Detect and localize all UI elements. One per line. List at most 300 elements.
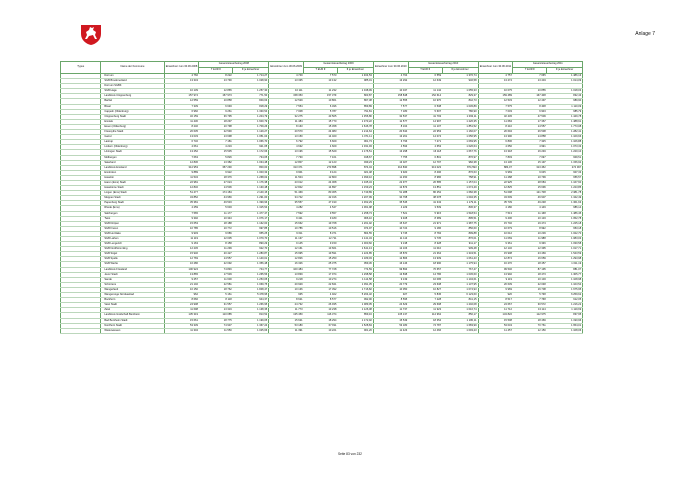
value-cell: 8 118 [199, 298, 233, 303]
value-cell: 12 807 [269, 160, 304, 165]
value-cell: 1 641,13 [337, 247, 373, 252]
value-cell: 53 043 [478, 323, 513, 328]
value-cell: 1 449,78 [547, 114, 583, 119]
value-cell: 76 657 [408, 267, 442, 272]
value-cell: 1 226,35 [442, 119, 478, 124]
value-cell: 1 220,10 [547, 150, 583, 155]
value-cell: 10 047 [373, 89, 408, 94]
value-cell: 1 175,94 [442, 262, 478, 267]
municipality-name-cell: SGB Spelle [101, 257, 164, 262]
value-cell: 7 730 [269, 155, 304, 160]
value-cell: 1 189,03 [337, 257, 373, 262]
value-cell: 157 973 [199, 94, 233, 99]
value-cell: 14 506 [199, 186, 233, 191]
value-cell: 26 538 [513, 130, 547, 135]
value-cell: 12 797 [408, 160, 442, 165]
value-cell: 20 694 [478, 130, 513, 135]
value-cell: 174 184 [199, 191, 233, 196]
value-cell: 1 089,05 [337, 303, 373, 308]
value-cell: 11 712 [478, 308, 513, 313]
value-cell: 8 371 [304, 231, 338, 236]
value-cell: 8 210 [478, 124, 513, 129]
value-cell: 12 161 [269, 247, 304, 252]
value-cell: 909,48 [442, 247, 478, 252]
value-cell: 21 102 [164, 282, 199, 287]
value-cell: 11 069 [478, 237, 513, 242]
municipality-name-cell: SGB Nordhümmling [101, 247, 164, 252]
value-cell: 13 318 [478, 150, 513, 155]
value-cell: 901,20 [337, 328, 373, 333]
municipality-name-cell: Essen (Oldenburg) [101, 124, 164, 129]
municipality-name-cell: Nordhorn Stadt [101, 323, 164, 328]
value-cell: 1 108,06 [547, 328, 583, 333]
value-cell: 12 533 [478, 99, 513, 104]
municipality-name-cell: Bad Bentheim Stadt [101, 318, 164, 323]
value-cell: 19 591 [304, 252, 338, 257]
value-cell: 14 557 [513, 124, 547, 129]
value-cell: 9 336 [513, 242, 547, 247]
value-cell: 11 923 [408, 308, 442, 313]
value-cell: 1 045,60 [442, 272, 478, 277]
value-cell: 313 452 [513, 165, 547, 170]
value-cell: 876,01 [442, 237, 478, 242]
value-cell: 1 199,05 [233, 318, 269, 323]
value-cell: 34 609 [478, 196, 513, 201]
value-cell: 41 343 [408, 201, 442, 206]
value-cell: 22 925 [478, 180, 513, 185]
value-cell: 8 784 [408, 231, 442, 236]
municipality-name-cell: Molbergen [101, 155, 164, 160]
municipality-name-cell: Lastrup [101, 140, 164, 145]
sub-teur: T EUR € [304, 68, 338, 74]
value-cell: 35 545 [373, 201, 408, 206]
value-cell: 10 050 [373, 287, 408, 292]
municipality-name-cell: Landkreis Emsland [101, 165, 164, 170]
municipality-name-cell: SGB Sögel [101, 252, 164, 257]
value-cell: 9 392 [164, 216, 199, 221]
value-cell: 7 513 [478, 211, 513, 216]
value-cell: 8 389 [408, 216, 442, 221]
value-cell: 10 111 [269, 89, 304, 94]
value-cell: 8 158 [199, 242, 233, 247]
value-cell: 1 106,88 [547, 140, 583, 145]
municipality-name-cell: Löningen Stadt [101, 150, 164, 155]
value-cell: 1 162,00 [233, 221, 269, 226]
value-cell: 4 282 [269, 206, 304, 211]
value-cell: 30 572 [513, 303, 547, 308]
col-ew-2010: Einwohner zum 30.06.2010 [373, 62, 408, 74]
value-cell: 818,29 [233, 104, 269, 109]
col-typ: Typus [61, 62, 101, 74]
value-cell: 1 709,26 [233, 124, 269, 129]
value-cell: 4 661 [164, 145, 199, 150]
table-body [61, 74, 688, 334]
value-cell: 23 638 [408, 282, 442, 287]
value-cell: 1 543,59 [547, 252, 583, 257]
value-cell: 1 076,17 [233, 216, 269, 221]
value-cell: 4 149 [513, 206, 547, 211]
value-cell: 966,10 [337, 216, 373, 221]
value-cell: 992,90 [337, 298, 373, 303]
value-cell: 1 172,66 [233, 150, 269, 155]
municipality-name-cell: Wangerooge Nordseebad [101, 293, 164, 298]
value-cell: 9 257 [164, 277, 199, 282]
value-cell: 849,63 [233, 99, 269, 104]
value-cell: 921,48 [337, 170, 373, 175]
value-cell: 1 486,13 [547, 74, 583, 79]
value-cell: 86 252 [408, 191, 442, 196]
value-cell: 1 018,03 [547, 89, 583, 94]
value-cell: 974,97 [337, 226, 373, 231]
value-cell: 35 381 [164, 201, 199, 206]
value-cell: 27 024 [199, 180, 233, 185]
value-cell: 24 667 [478, 303, 513, 308]
value-cell: 49 248 [513, 201, 547, 206]
value-cell: 10 133 [513, 216, 547, 221]
value-cell: 1 025,66 [233, 328, 269, 333]
value-cell: 1 069,75 [233, 282, 269, 287]
value-cell: 7 181 [199, 140, 233, 145]
value-cell: 13 298 [373, 150, 408, 155]
value-cell: 12 559 [164, 99, 199, 104]
value-cell: 1 157,04 [442, 180, 478, 185]
value-cell: 18 354 [408, 318, 442, 323]
value-cell: 8 246 [164, 124, 199, 129]
page-number: Seite 83 von 232 [338, 452, 362, 456]
value-cell: 13 136 [478, 160, 513, 165]
value-cell: 110 085 [199, 313, 233, 318]
value-cell: 20 634 [373, 130, 408, 135]
table-header-row [61, 62, 688, 68]
value-cell: 7 577 [373, 104, 408, 109]
value-cell: 836,37 [442, 206, 478, 211]
value-cell: 1 022,70 [547, 231, 583, 236]
value-cell: 6 960 [164, 109, 199, 114]
value-cell: 1 093,23 [442, 328, 478, 333]
value-cell: 874,593 [442, 165, 478, 170]
value-cell: 1 180,11 [442, 318, 478, 323]
value-cell: 1 342,49 [547, 196, 583, 201]
value-cell: 876,63 [442, 170, 478, 175]
value-cell: 1 017,71 [547, 247, 583, 252]
value-cell: 876,97 [442, 155, 478, 160]
value-cell: 10 970 [408, 99, 442, 104]
value-cell: 15 621 [269, 318, 304, 323]
value-cell: 13 404 [513, 79, 547, 84]
value-cell: 152 614 [408, 94, 442, 99]
sub-pro-ew: € je Einwohner [442, 68, 478, 74]
municipality-name-cell: Bösel [101, 104, 164, 109]
value-cell: 10 858 [199, 99, 233, 104]
value-cell: 16 146 [373, 262, 408, 267]
value-cell: 12 123 [304, 160, 338, 165]
municipality-name-cell: Landkreis Friesland [101, 267, 164, 272]
value-cell: 899,88 [442, 231, 478, 236]
value-cell: 13 335 [269, 79, 304, 84]
municipality-name-cell: Varel Stadt [101, 303, 164, 308]
value-cell: 6 801 [408, 155, 442, 160]
value-cell: 6 693 [199, 104, 233, 109]
value-cell: 42 016 [304, 196, 338, 201]
municipality-name-cell: Barßel [101, 99, 164, 104]
value-cell: 44 966 [199, 196, 233, 201]
value-cell: 1 266,95 [233, 303, 269, 308]
value-cell: 1 214,64 [337, 130, 373, 135]
value-cell: 15 995 [269, 252, 304, 257]
value-cell: 13 027 [373, 160, 408, 165]
value-cell: 8 666 [164, 298, 199, 303]
value-cell: 1 034,48 [233, 160, 269, 165]
value-cell: 41 793 [408, 114, 442, 119]
value-cell: 13 838 [373, 272, 408, 277]
value-cell: 12 825 [478, 186, 513, 191]
value-cell: 1 291,00 [233, 196, 269, 201]
value-cell: 10 785 [164, 226, 199, 231]
value-cell: 946,58 [442, 79, 478, 84]
value-cell: 10 075 [478, 89, 513, 94]
value-cell: 985,01 [337, 79, 373, 84]
value-cell: 10 239 [513, 231, 547, 236]
value-cell: 17 392 [304, 287, 338, 292]
attachment-label: Anlage 7 [635, 31, 655, 37]
value-cell: 997,85 [233, 226, 269, 231]
value-cell: 912,05 [547, 298, 583, 303]
value-cell: 1 225,18 [547, 221, 583, 226]
municipality-name-cell: Haren (Ems) Stadt [101, 180, 164, 185]
value-cell: 859,16 [337, 313, 373, 318]
value-cell: 1 179,11 [442, 201, 478, 206]
value-cell: 12 466 [408, 328, 442, 333]
value-cell: 9 124 [304, 170, 338, 175]
value-cell: 74 787 [408, 323, 442, 328]
value-cell: 11 137 [269, 237, 304, 242]
value-cell: 1 298,58 [337, 272, 373, 277]
value-cell: 32 275 [269, 114, 304, 119]
value-cell: 274 097 [547, 165, 583, 170]
value-cell: 10 855 [513, 89, 547, 94]
value-cell: 1 528,84 [337, 323, 373, 328]
value-cell: 10 139 [164, 89, 199, 94]
value-cell: 1 140,01 [233, 257, 269, 262]
municipality-name-cell: SGB Freren [101, 226, 164, 231]
value-cell: 7 521 [373, 211, 408, 216]
value-cell: 8 992 [513, 226, 547, 231]
value-cell: 10 221 [304, 328, 338, 333]
col-ew-2011: Einwohner zum 30.06.2011 [478, 62, 513, 74]
lower-saxony-horse-crest-icon [79, 22, 103, 46]
value-cell: 21 971 [408, 221, 442, 226]
sub-pro-ew: € je Einwohner [547, 68, 583, 74]
typ-cell [61, 328, 101, 333]
value-cell: 4 991 [513, 145, 547, 150]
value-cell: 314 953 [164, 165, 199, 170]
value-cell: 26 585 [408, 180, 442, 185]
value-cell: 7 339 [164, 104, 199, 109]
value-cell: 890,29 [233, 242, 269, 247]
value-cell: 9 408 [373, 216, 408, 221]
value-cell: 7 101 [304, 155, 338, 160]
value-cell: 12 836 [164, 160, 199, 165]
value-cell: 22 581 [199, 282, 233, 287]
value-cell: 7 554 [269, 104, 304, 109]
value-cell: 8 328 [408, 242, 442, 247]
value-cell: 1 848,47 [233, 287, 269, 292]
value-cell: 7 565 [164, 211, 199, 216]
value-cell: 771,50 [233, 94, 269, 99]
value-cell: 1 464,53 [337, 74, 373, 79]
value-cell: 74 937 [199, 323, 233, 328]
value-cell: 961,73 [337, 140, 373, 145]
municipality-name-cell: Rhede (Ems) [101, 206, 164, 211]
value-cell: 10 103 [513, 277, 547, 282]
value-cell: 12 769 [164, 257, 199, 262]
value-cell: 16 659 [513, 257, 547, 262]
value-cell: 19 474 [513, 221, 547, 226]
value-cell: 15 908 [478, 252, 513, 257]
value-cell: 22 953 [408, 130, 442, 135]
value-cell: 1 223,85 [547, 186, 583, 191]
value-cell: 8 595 [373, 298, 408, 303]
value-cell: 4 653 [408, 145, 442, 150]
value-cell: 18 376 [199, 175, 233, 180]
value-cell: 2 381,78 [547, 191, 583, 196]
value-cell: 13 292 [373, 79, 408, 84]
value-cell: 51 477 [164, 191, 199, 196]
value-cell: 11 010 [408, 247, 442, 252]
value-cell: 1 114,58 [337, 277, 373, 282]
value-cell: 10 150 [164, 287, 199, 292]
value-cell: 1 069,95 [442, 140, 478, 145]
value-cell: 11 430 [164, 119, 199, 124]
value-cell: 15 535 [199, 150, 233, 155]
value-cell: 9 901 [269, 170, 304, 175]
value-cell: 9 119 [478, 277, 513, 282]
value-cell: 4 764 [373, 74, 408, 79]
value-cell: 12 395 [513, 247, 547, 252]
value-cell: 6 609 [304, 140, 338, 145]
value-cell: 11 391 [269, 328, 304, 333]
value-cell: 8 164 [373, 124, 408, 129]
col-gsb-2008: Gesamtsteuerbetrag 2008 [199, 62, 269, 68]
value-cell: 9 218 [269, 277, 304, 282]
value-cell: 10 274 [304, 277, 338, 282]
value-cell: 14 020 [304, 135, 338, 140]
value-cell: 34 768 [373, 196, 408, 201]
value-cell: 14 557 [199, 257, 233, 262]
value-cell: 99 893 [373, 267, 408, 272]
value-cell: 51 469 [269, 191, 304, 196]
value-cell: 5 603 [199, 206, 233, 211]
value-cell: 767,47 [442, 267, 478, 272]
value-cell: 13 865 [164, 272, 199, 277]
value-cell: 774,59 [337, 267, 373, 272]
value-cell: 14 997 [408, 119, 442, 124]
value-cell: 9 889 [164, 170, 199, 175]
municipality-name-cell: Sande [101, 277, 164, 282]
value-cell: 167 408 [513, 94, 547, 99]
value-cell: 15 661 [164, 318, 199, 323]
value-cell: 7 768 [513, 298, 547, 303]
value-cell: 13 851 [408, 186, 442, 191]
value-cell: 800,00 [233, 165, 269, 170]
municipality-name-cell: SGB Hage [101, 89, 164, 94]
value-cell: 31 557 [199, 303, 233, 308]
municipality-name-cell: Cloppenburg Stadt [101, 114, 164, 119]
value-cell: 1 026,64 [442, 145, 478, 150]
value-cell: 1 104,61 [442, 277, 478, 282]
value-cell: 10 786 [269, 226, 304, 231]
value-cell: 927 [373, 293, 408, 298]
value-cell: 859,89 [337, 104, 373, 109]
value-cell: 7 663 [164, 155, 199, 160]
municipality-name-cell: Emsbüren [101, 170, 164, 175]
value-cell: 11 107 [408, 124, 442, 129]
value-cell: 17 974 [304, 272, 338, 277]
value-cell: 22 048 [513, 282, 547, 287]
value-cell: 982,38 [442, 160, 478, 165]
value-cell: 1 073,33 [547, 145, 583, 150]
value-cell: 12 711 [304, 237, 338, 242]
value-cell: 80 365 [304, 191, 338, 196]
municipality-name-cell: SGB Herzlake [101, 231, 164, 236]
value-cell: 1 000,60 [337, 242, 373, 247]
value-cell: 1 003,33 [233, 170, 269, 175]
value-cell: 962 [164, 293, 199, 298]
value-cell: 13 661 [304, 247, 338, 252]
value-cell: 16 708 [513, 287, 547, 292]
value-cell: 907,33 [547, 170, 583, 175]
value-cell: 920 [478, 293, 513, 298]
sub-teur: T EUR € [408, 68, 442, 74]
value-cell: 842,73 [442, 99, 478, 104]
value-cell: 13 698 [199, 135, 233, 140]
col-gsb-2010: Gesamtsteuerbetrag 2010 [408, 62, 478, 68]
value-cell: 15 529 [304, 150, 338, 155]
value-cell: 135 319 [164, 313, 199, 318]
value-cell: 135 450 [269, 313, 304, 318]
value-cell: 313 371 [269, 165, 304, 170]
value-cell: 53 180 [373, 323, 408, 328]
value-cell: 47 190 [304, 201, 338, 206]
value-cell: 841,15 [442, 298, 478, 303]
municipality-name-cell: Haselünne Stadt [101, 186, 164, 191]
value-cell: 7 592 [269, 211, 304, 216]
value-cell: 8 621 [269, 298, 304, 303]
value-cell: 867,38 [337, 99, 373, 104]
value-cell: 13 261 [373, 135, 408, 140]
value-cell: 99 546 [478, 267, 513, 272]
value-cell: 15 549 [373, 318, 408, 323]
value-cell: 9 145 [269, 242, 304, 247]
value-cell: 734,05 [233, 155, 269, 160]
value-cell: 11 988 [513, 237, 547, 242]
value-cell: 18 469 [513, 318, 547, 323]
value-cell: 864,55 [337, 231, 373, 236]
value-cell: 10 516 [304, 226, 338, 231]
value-cell: 1 071,11 [337, 135, 373, 140]
value-cell: 23 012 [269, 180, 304, 185]
value-cell: 1 083,03 [547, 237, 583, 242]
value-cell: 1 216,22 [547, 303, 583, 308]
value-cell: 9 735 [408, 237, 442, 242]
value-cell: 16 326 [269, 262, 304, 267]
value-cell: 20 427 [199, 252, 233, 257]
value-cell: 1 055,33 [442, 89, 478, 94]
value-cell: 9 150 [304, 242, 338, 247]
value-cell: 18 762 [199, 287, 233, 292]
municipality-name-cell: Schortens [101, 282, 164, 287]
value-cell: 9 139 [373, 277, 408, 282]
